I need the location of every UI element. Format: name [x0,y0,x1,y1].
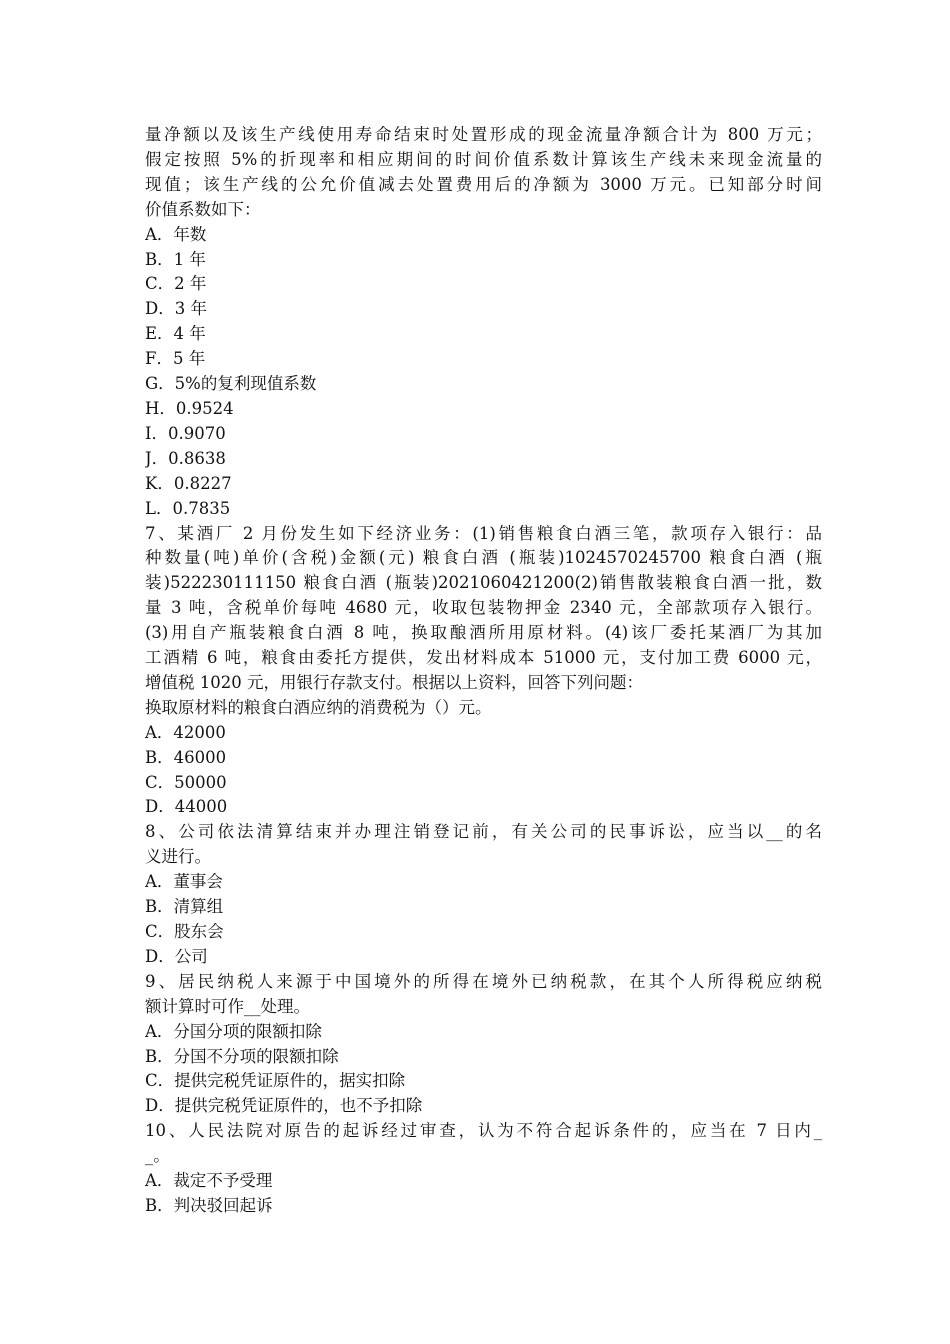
paragraph-q7-sub [145,696,822,721]
paragraph-q7-D [145,795,822,820]
paragraph-q10-A [145,1169,822,1194]
paragraph-q7-B [145,746,822,771]
text-line: B．46000 [145,747,227,767]
paragraph-q7-A [145,721,822,746]
text-line: 7、某酒厂 2 月份发生如下经济业务：(1)销售粮食白酒三笔，款项存入银行：品 [145,523,822,543]
text-line: 10、人民法院对原告的起诉经过审查，认为不符合起诉条件的，应当在 7 日内_ [145,1121,822,1141]
text-line: 价值系数如下： [145,199,261,219]
text-line: A．分国分项的限额扣除 [145,1021,322,1041]
text-line: 假定按照 5%的折现率和相应期间的时间价值系数计算该生产线未来现金流量的 [145,149,822,169]
text-line: G．5%的复利现值系数 [145,374,317,394]
paragraph-opt-J [145,447,822,472]
paragraph-q7 [145,522,822,696]
text-line: 种数量(吨)单价(含税)金额(元) 粮食白酒 (瓶装)1024570245700 粮食白酒 (瓶 [145,548,822,568]
paragraph-q9-C [145,1069,822,1094]
text-line: H．0.9524 [145,398,234,418]
text-line: 量 3 吨，含税单价每吨 4680 元，收取包装物押金 2340 元，全部款项存入银行。 [145,598,822,618]
text-line: _。 [145,1146,170,1166]
text-line: A．42000 [145,722,226,742]
text-line: D．提供完税凭证原件的，也不予扣除 [145,1096,423,1116]
text-line: 义进行。 [145,847,211,867]
text-line: B．分国不分项的限额扣除 [145,1046,339,1066]
paragraph-q9-A [145,1020,822,1045]
text-line: 量净额以及该生产线使用寿命结束时处置形成的现金流量净额合计为 800 万元； [145,125,822,144]
text-line: 工酒精 6 吨，粮食由委托方提供，发出材料成本 51000 元，支付加工费 6000 元， [145,648,822,668]
text-line: 增值税 1020 元，用银行存款支付。根据以上资料，回答下列问题： [145,672,643,692]
paragraph-opt-B-1yr [145,248,822,273]
paragraph-q7-C [145,771,822,796]
text-line: K．0.8227 [145,473,232,493]
paragraph-q8-A [145,870,822,895]
paragraph-q9-D [145,1094,822,1119]
text-line: D．44000 [145,797,228,817]
paragraph-opt-D-3yr [145,297,822,322]
text-line: B．1 年 [145,249,206,269]
text-line: 装)522230111150 粮食白酒 (瓶装)2021060421200(2)销售散装粮食白酒一批，数 [145,573,822,593]
text-line: C．2 年 [145,274,207,294]
text-line: J．0.8638 [145,448,226,468]
text-line: E．4 年 [145,324,206,344]
text-line: 8、公司依法清算结束并办理注销登记前，有关公司的民事诉讼，应当以__的名 [145,822,822,842]
paragraph-q8-B [145,895,822,920]
paragraph-q9-B [145,1045,822,1070]
paragraph-p-intro [145,123,822,223]
text-line: (3)用自产瓶装粮食白酒 8 吨，换取酿酒所用原材料。(4)该厂委托某酒厂为其加 [145,623,822,643]
text-line: A．裁定不予受理 [145,1171,273,1191]
paragraph-opt-H [145,397,822,422]
text-line: 现值；该生产线的公允价值减去处置费用后的净额为 3000 万元。已知部分时间 [145,174,822,194]
paragraph-opt-G-factor [145,372,822,397]
paragraph-q8-C [145,920,822,945]
paragraph-q9 [145,970,822,1020]
paragraph-opt-K [145,472,822,497]
text-line: C．提供完税凭证原件的，据实扣除 [145,1071,406,1091]
text-line: 额计算时可作__处理。 [145,996,310,1016]
text-line: 9、居民纳税人来源于中国境外的所得在境外已纳税款，在其个人所得税应纳税 [145,971,822,991]
text-line: F．5 年 [145,349,206,369]
paragraph-q8-D [145,945,822,970]
text-line: B．判决驳回起诉 [145,1195,273,1215]
paragraph-opt-L [145,497,822,522]
text-line: D．3 年 [145,299,207,319]
paragraph-opt-C-2yr [145,272,822,297]
document-body [145,123,822,1219]
text-line: A．董事会 [145,872,223,892]
paragraph-opt-E-4yr [145,322,822,347]
paragraph-q10-B [145,1194,822,1219]
paragraph-opt-F-5yr [145,347,822,372]
text-line: L．0.7835 [145,498,231,518]
text-line: C．股东会 [145,922,224,941]
paragraph-opt-A-years [145,223,822,248]
text-line: C．50000 [145,772,227,792]
text-line: B．清算组 [145,897,224,917]
paragraph-opt-I [145,422,822,447]
text-line: A．年数 [145,224,207,244]
text-line: D．公司 [145,946,208,966]
paragraph-q10 [145,1119,822,1169]
paragraph-q8 [145,820,822,870]
text-line: I．0.9070 [145,423,226,443]
text-line: 换取原材料的粮食白酒应纳的消费税为（）元。 [145,697,492,717]
